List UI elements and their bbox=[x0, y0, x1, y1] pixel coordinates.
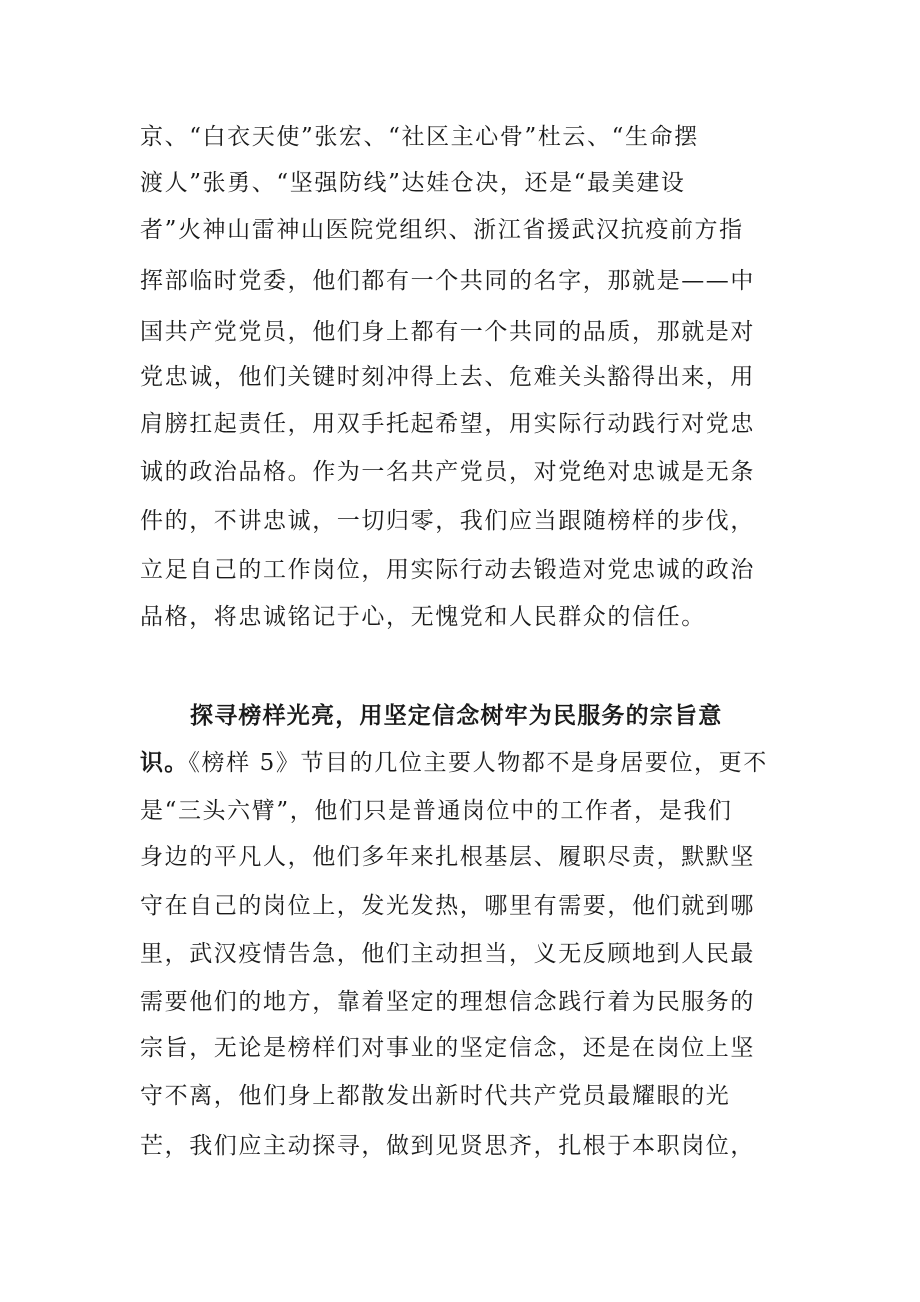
section-heading-end: 识。 bbox=[140, 750, 189, 776]
paragraph-line: 党忠诚，他们关键时刻冲得上去、危难关头豁得出来，用 bbox=[140, 364, 755, 390]
paragraph-line: 芒，我们应主动探寻，做到见贤思齐，扎根于本职岗位， bbox=[140, 1133, 755, 1159]
paragraph-line: 诚的政治品格。作为一名共产党员，对党绝对忠诚是无条 bbox=[140, 459, 755, 485]
paragraph-line: 挥部临时党委，他们都有一个共同的名字，那就是——中 bbox=[140, 268, 755, 294]
paragraph-line: 者”火神山雷神山医院党组织、浙江省援武汉抗疫前方指 bbox=[140, 217, 744, 243]
paragraph-line: 宗旨，无论是榜样们对事业的坚定信念，还是在岗位上坚 bbox=[140, 1035, 755, 1061]
paragraph-line: 需要他们的地方，靠着坚定的理想信念践行着为民服务的 bbox=[140, 989, 755, 1015]
paragraph-line: 身边的平凡人，他们多年来扎根基层、履职尽责，默默坚 bbox=[140, 844, 755, 870]
paragraph-line: 守不离，他们身上都散发出新时代共产党员最耀眼的光 bbox=[140, 1083, 731, 1109]
paragraph-line: 件的，不讲忠诚，一切归零，我们应当跟随榜样的步伐， bbox=[140, 508, 755, 534]
paragraph-line: 守在自己的岗位上，发光发热，哪里有需要，他们就到哪 bbox=[140, 893, 755, 919]
paragraph-line: 渡人”张勇、“坚强防线”达娃仓决，还是“最美建设 bbox=[140, 170, 686, 196]
section-heading: 探寻榜样光亮，用坚定信念树牢为民服务的宗旨意 bbox=[190, 703, 723, 729]
paragraph-line: 品格，将忠诚铭记于心，无愧党和人民群众的信任。 bbox=[140, 604, 706, 630]
paragraph-line: 立足自己的工作岗位，用实际行动去锻造对党忠诚的政治 bbox=[140, 557, 755, 583]
paragraph-line: 肩膀扛起责任，用双手托起希望，用实际行动践行对党忠 bbox=[140, 411, 755, 437]
paragraph-line: 里，武汉疫情告急，他们主动担当，义无反顾地到人民最 bbox=[140, 941, 755, 967]
heading-continuation-line bbox=[140, 748, 768, 778]
paragraph-line: 国共产党党员，他们身上都有一个共同的品质，那就是对 bbox=[140, 319, 755, 345]
paragraph-line: 是“三头六臂”，他们只是普通岗位中的工作者，是我们 bbox=[140, 798, 733, 824]
paragraph-text: 《榜样 5》节目的几位主要人物都不是身居要位，更不 bbox=[188, 750, 768, 776]
paragraph-line: 京、“白衣天使”张宏、“社区主心骨”杜云、“生命摆 bbox=[140, 124, 699, 150]
